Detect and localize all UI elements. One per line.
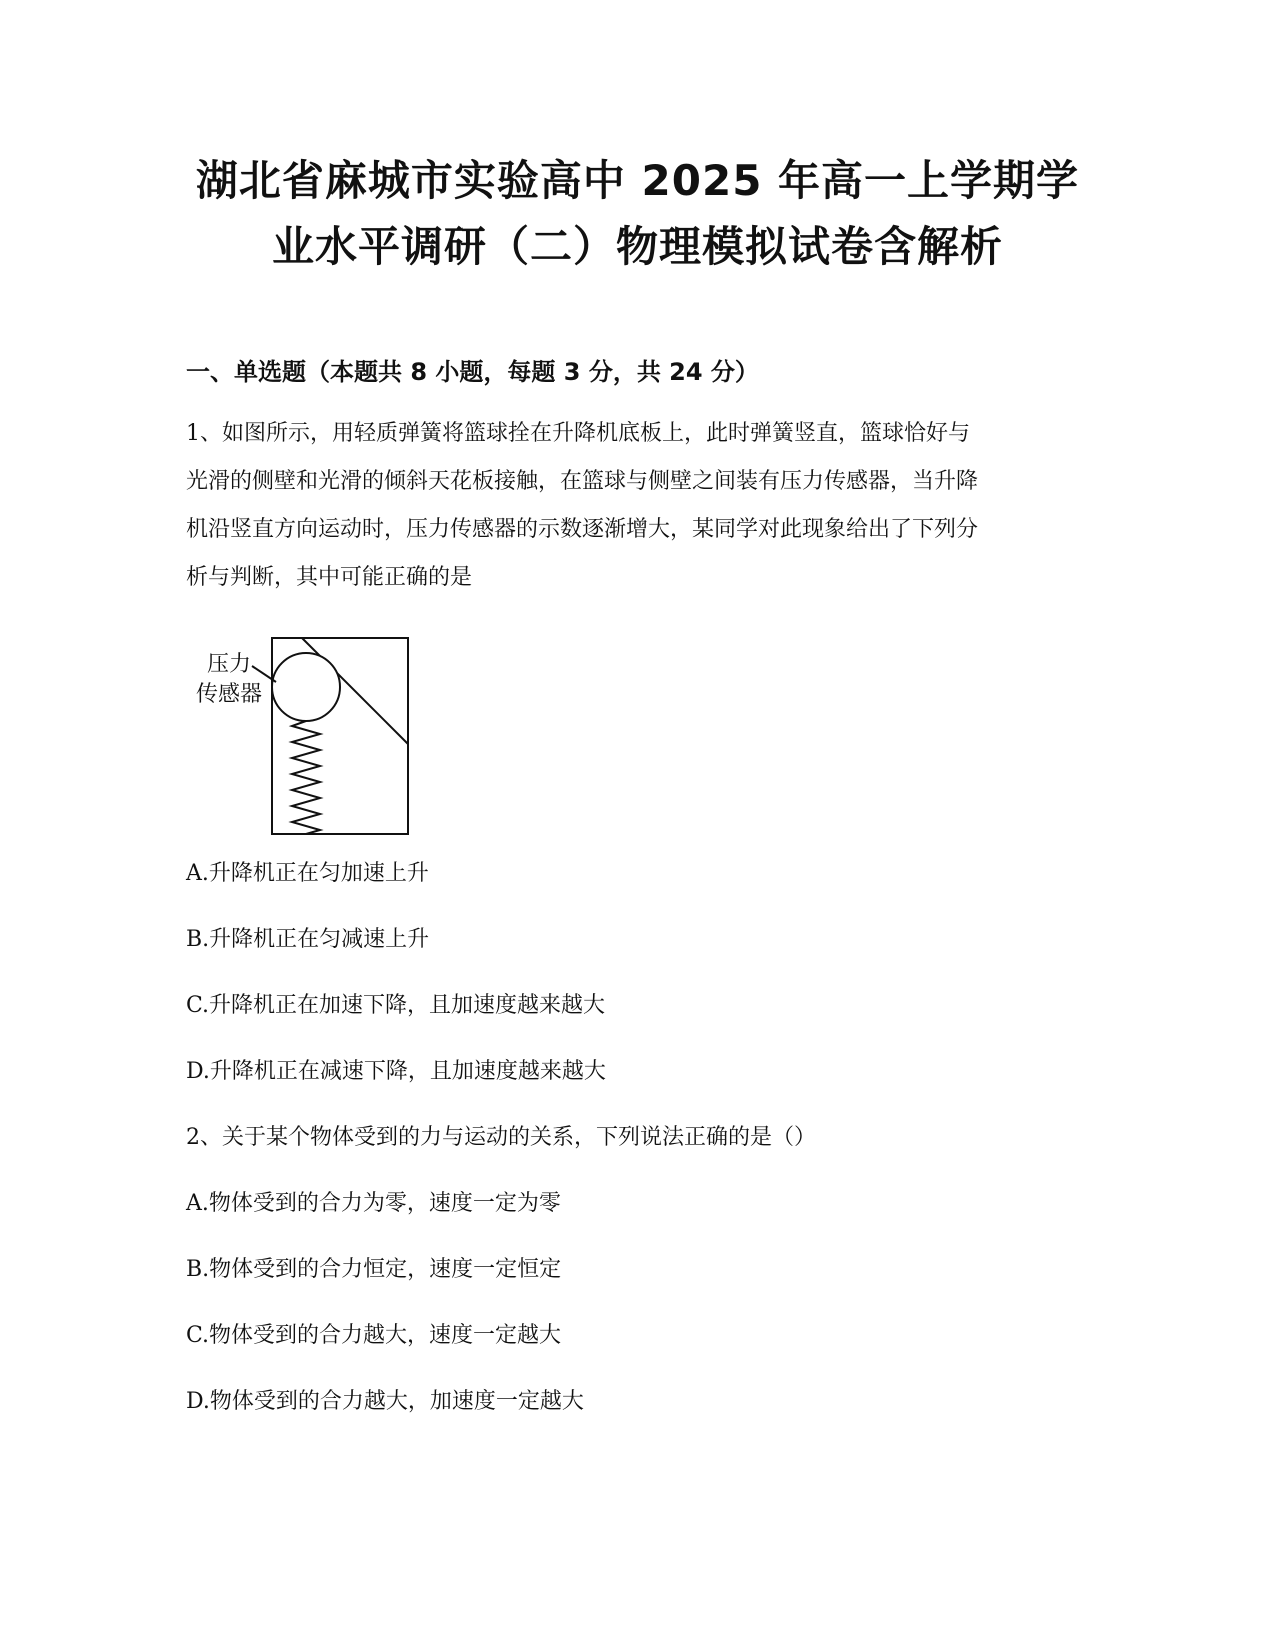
question-2-option-c: C.物体受到的合力越大，速度一定越大 bbox=[186, 1323, 562, 1348]
question-1-option-a: A.升降机正在匀加速上升 bbox=[186, 861, 429, 886]
question-2-option-b: B.物体受到的合力恒定，速度一定恒定 bbox=[186, 1257, 562, 1282]
question-1-option-c: C.升降机正在加速下降，且加速度越来越大 bbox=[186, 993, 606, 1018]
title-line-1: 湖北省麻城市实验高中 2025 年高一上学期学 bbox=[195, 156, 1080, 205]
elevator-spring-figure bbox=[184, 636, 444, 856]
document-title bbox=[160, 148, 1115, 280]
section-heading-single-choice: 一、单选题（本题共 8 小题，每题 3 分，共 24 分） bbox=[186, 358, 759, 386]
title-line-2: 业水平调研（二）物理模拟试卷含解析 bbox=[271, 222, 1003, 271]
question-1-stem bbox=[186, 410, 1086, 602]
question-1-stem-line: 1、如图所示，用轻质弹簧将篮球拴在升降机底板上，此时弹簧竖直，篮球恰好与 bbox=[186, 421, 970, 446]
question-2-option-a: A.物体受到的合力为零，速度一定为零 bbox=[186, 1191, 561, 1216]
elevator-diagram bbox=[184, 636, 444, 856]
question-1-stem-line: 光滑的侧壁和光滑的倾斜天花板接触，在篮球与侧壁之间装有压力传感器，当升降 bbox=[186, 469, 979, 494]
spring bbox=[292, 721, 320, 834]
pressure-sensor-label: 压力 传感器 bbox=[195, 652, 262, 707]
question-1-stem-line: 析与判断，其中可能正确的是 bbox=[186, 565, 473, 590]
question-1-stem-line: 机沿竖直方向运动时，压力传感器的示数逐渐增大，某同学对此现象给出了下列分 bbox=[186, 517, 979, 542]
basketball bbox=[272, 653, 340, 721]
question-2-stem: 2、关于某个物体受到的力与运动的关系，下列说法正确的是（） bbox=[186, 1125, 816, 1150]
question-1-option-d: D.升降机正在减速下降，且加速度越来越大 bbox=[186, 1059, 606, 1084]
question-2-option-d: D.物体受到的合力越大，加速度一定越大 bbox=[186, 1389, 584, 1414]
question-1-option-b: B.升降机正在匀减速上升 bbox=[186, 927, 430, 952]
